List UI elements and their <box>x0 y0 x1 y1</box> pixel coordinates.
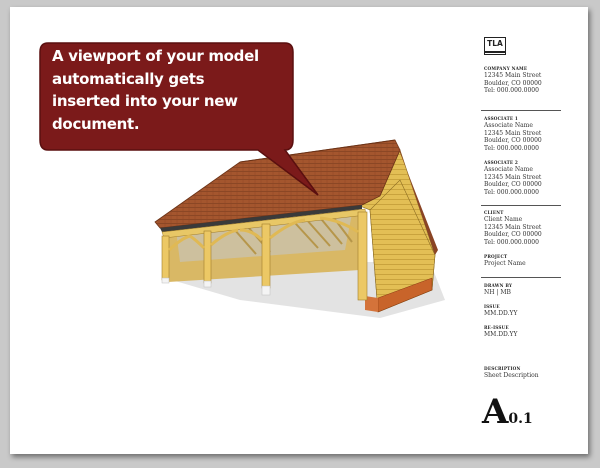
company-tel: Tel: 000.000.0000 <box>484 87 539 94</box>
sheet-letter: A <box>482 392 509 432</box>
associate-1-city: Boulder, CO 00000 <box>484 137 542 144</box>
description-value: Sheet Description <box>484 372 539 379</box>
reissue-label: RE-ISSUE <box>484 325 509 330</box>
issue-value: MM.DD.YY <box>484 310 518 317</box>
associate-2-city: Boulder, CO 00000 <box>484 181 542 188</box>
associate-2-name: Associate Name <box>484 166 533 173</box>
reissue-value: MM.DD.YY <box>484 331 518 338</box>
associate-1-label: ASSOCIATE 1 <box>484 116 519 121</box>
description-label: DESCRIPTION <box>484 366 521 371</box>
client-address: 12345 Main Street <box>484 223 542 231</box>
client-tel: Tel: 000.000.0000 <box>484 238 539 246</box>
callout-line-2: automatically gets <box>52 69 205 88</box>
issue-label: ISSUE <box>484 304 500 309</box>
associate-2-label: ASSOCIATE 2 <box>484 160 519 165</box>
associate-1-address: 12345 Main Street <box>484 129 542 137</box>
callout-text <box>52 45 259 135</box>
project-name: Project Name <box>484 260 526 267</box>
company-logo: TLA <box>484 37 506 55</box>
project-label: PROJECT <box>484 254 508 259</box>
company-label: COMPANY NAME <box>484 66 528 71</box>
company-address: 12345 Main Street <box>484 72 542 79</box>
drawn-by-value: NH | MB <box>484 289 511 296</box>
associate-2-address: 12345 Main Street <box>484 173 542 181</box>
callout-line-4: document. <box>52 114 140 133</box>
client-name: Client Name <box>484 216 523 223</box>
callout-line-1: A viewport of your model <box>52 47 259 65</box>
associate-1-name: Associate Name <box>484 122 533 129</box>
company-city: Boulder, CO 00000 <box>484 79 542 87</box>
associate-2-tel: Tel: 000.000.0000 <box>484 188 539 196</box>
client-label: CLIENT <box>484 210 504 215</box>
sheet-index: 0.1 <box>508 411 533 427</box>
associate-1-tel: Tel: 000.000.0000 <box>484 144 539 152</box>
callout-line-3: inserted into your new <box>52 92 238 110</box>
drawn-by-label: DRAWN BY <box>484 283 513 288</box>
client-city: Boulder, CO 00000 <box>484 231 542 238</box>
